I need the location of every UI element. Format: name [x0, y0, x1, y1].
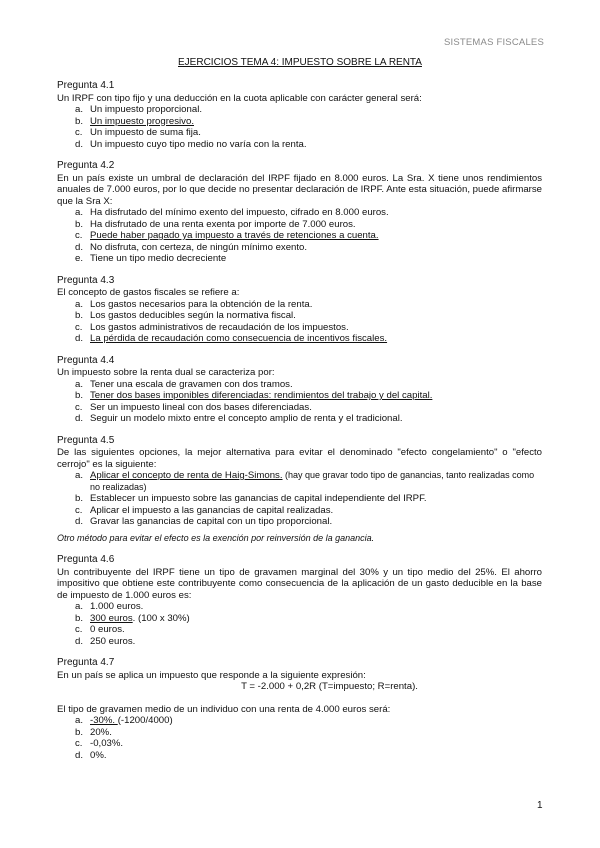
option-content — [90, 322, 542, 334]
option-letter: c. — [75, 321, 83, 333]
question-block — [57, 435, 542, 545]
options-list — [57, 715, 542, 761]
option-content — [90, 104, 542, 116]
question-text: En un país existe un umbral de declaración del IRPF fijado en 8.000 euros. La Sra. X tiene unos rendimientos anuales de 7.000 euros, por lo que decide no presentar declaración de IRPF. Ante esta situación, puede afirmarse que la Sra X: — [57, 172, 542, 207]
option-letter: b. — [75, 310, 84, 321]
option-item — [57, 750, 542, 762]
option-text: Seguir un modelo mixto entre el concepto amplio de renta y el tradicional. — [90, 413, 403, 424]
option-explanation: . (100 x 30%) — [132, 612, 190, 624]
correct-answer-text: Tener dos bases imponibles diferenciadas: rendimientos del trabajo y del capital. — [90, 390, 433, 401]
question-title: Pregunta 4.3 — [57, 274, 115, 286]
question-title: Pregunta 4.6 — [57, 554, 115, 565]
option-letter: c. — [75, 127, 83, 138]
question-text: De las siguientes opciones, la mejor alternativa para evitar el denominado "efecto congelamiento" o "efecto cerrojo" es la siguiente: — [57, 447, 542, 470]
page-number: 1 — [537, 800, 543, 811]
option-content — [90, 242, 542, 254]
option-letter: a. — [75, 378, 84, 390]
option-letter: e. — [75, 253, 84, 264]
option-item — [57, 727, 542, 739]
option-item — [57, 505, 542, 517]
option-content — [90, 390, 542, 402]
option-text: Ha disfrutado del mínimo exento del impuesto, cifrado en 8.000 euros. — [90, 207, 389, 218]
option-letter: b. — [75, 493, 84, 504]
question-block — [57, 80, 542, 150]
option-content — [90, 230, 542, 242]
option-text: Tener una escala de gravamen con dos tramos. — [90, 378, 293, 390]
option-letter: b. — [75, 726, 84, 738]
option-item — [57, 402, 542, 414]
option-text: Aplicar el impuesto a las ganancias de capital realizadas. — [90, 504, 334, 516]
option-letter: a. — [75, 207, 84, 218]
option-item — [57, 379, 542, 391]
correct-answer-text: Un impuesto progresivo. — [90, 115, 194, 127]
options-list — [57, 470, 542, 528]
option-content — [90, 493, 542, 505]
correct-answer-text: 300 euros — [90, 612, 133, 624]
option-text: Ha disfrutado de una renta exenta por importe de 7.000 euros. — [90, 218, 356, 230]
option-content — [90, 219, 542, 231]
running-header: SISTEMAS FISCALES — [443, 37, 544, 48]
option-item — [57, 253, 542, 265]
question-block — [57, 160, 542, 265]
question-block — [57, 554, 542, 647]
correct-answer-text: Puede haber pagado ya impuesto a través de retenciones a cuenta. — [90, 230, 379, 241]
option-letter: a. — [75, 715, 84, 726]
option-text: 1.000 euros. — [90, 601, 144, 612]
option-content — [90, 613, 542, 625]
option-item-correct — [57, 715, 542, 727]
option-explanation: (-1200/4000) — [117, 715, 173, 726]
option-content — [90, 207, 542, 219]
option-content — [90, 470, 542, 493]
option-item-correct — [57, 470, 542, 493]
option-item — [57, 322, 542, 334]
option-item — [57, 219, 542, 231]
option-text: Los gastos necesarios para la obtención de la renta. — [90, 298, 313, 310]
option-letter: a. — [75, 104, 84, 115]
option-item — [57, 127, 542, 139]
correct-answer-text: Aplicar el concepto de renta de Haig-Simons. — [90, 470, 283, 481]
document-title: EJERCICIOS TEMA 4: IMPUESTO SOBRE LA RENTA — [178, 57, 422, 68]
option-text: Un impuesto de suma fija. — [90, 127, 201, 138]
option-explanation: (hay que gravar todo tipo de ganancias, tanto realizadas como no realizadas) — [90, 470, 535, 492]
option-item — [57, 139, 542, 151]
question-block — [57, 275, 542, 345]
option-item-correct — [57, 230, 542, 242]
option-letter: b. — [75, 612, 84, 624]
options-list — [57, 379, 542, 425]
option-content — [90, 253, 542, 265]
question-text: Un IRPF con tipo fijo y una deducción en la cuota aplicable con carácter general será: — [57, 92, 422, 104]
option-item — [57, 493, 542, 505]
option-letter: a. — [75, 298, 84, 310]
option-letter: c. — [75, 401, 83, 413]
question-title: Pregunta 4.5 — [57, 434, 115, 446]
question-note: Otro método para evitar el efecto es la exención por reinversión de la ganancia. — [57, 532, 375, 543]
question-block — [57, 657, 542, 761]
option-text: Gravar las ganancias de capital con un tipo proporcional. — [90, 516, 333, 527]
option-item — [57, 242, 542, 254]
option-content — [90, 505, 542, 517]
question-text: En un país se aplica un impuesto que responde a la siguiente expresión: — [57, 669, 366, 681]
option-item — [57, 636, 542, 648]
option-item — [57, 104, 542, 116]
option-content — [90, 624, 542, 636]
option-content — [90, 127, 542, 139]
option-letter: d. — [75, 635, 84, 647]
options-list — [57, 299, 542, 345]
option-text: Un impuesto cuyo tipo medio no varía con la renta. — [90, 138, 307, 150]
option-content — [90, 299, 542, 311]
option-content — [90, 750, 542, 762]
option-item-correct — [57, 333, 542, 345]
option-letter: b. — [75, 115, 84, 127]
option-content — [90, 310, 542, 322]
question-block — [57, 355, 542, 425]
option-text: No disfruta, con certeza, de ningún mínimo exento. — [90, 241, 308, 253]
option-item — [57, 413, 542, 425]
option-text: 0%. — [90, 749, 107, 761]
option-content — [90, 636, 542, 648]
option-item-correct — [57, 613, 542, 625]
option-content — [90, 715, 542, 727]
question-title: Pregunta 4.7 — [57, 657, 115, 668]
option-text: 250 euros. — [90, 635, 136, 647]
option-content — [90, 727, 542, 739]
option-text: -0,03%. — [90, 738, 124, 749]
option-letter: d. — [75, 241, 84, 253]
question-title: Pregunta 4.4 — [57, 354, 115, 366]
option-letter: d. — [75, 333, 84, 344]
option-item — [57, 738, 542, 750]
question-title: Pregunta 4.1 — [57, 80, 115, 91]
options-list — [57, 601, 542, 647]
option-letter: b. — [75, 390, 84, 401]
option-text: Establecer un impuesto sobre las ganancias de capital independiente del IRPF. — [90, 493, 427, 504]
options-list — [57, 207, 542, 265]
option-letter: c. — [75, 624, 83, 635]
option-item-correct — [57, 390, 542, 402]
option-item — [57, 601, 542, 613]
option-text: 0 euros. — [90, 624, 125, 635]
option-text: Los gastos deducibles según la normativa fiscal. — [90, 310, 296, 321]
option-content — [90, 139, 542, 151]
question-text: El concepto de gastos fiscales se refiere a: — [57, 287, 240, 298]
option-content — [90, 516, 542, 528]
option-content — [90, 333, 542, 345]
option-content — [90, 601, 542, 613]
option-text: Un impuesto proporcional. — [90, 104, 202, 115]
question-text: Un contribuyente del IRPF tiene un tipo de gravamen marginal del 30% y un tipo medio del 25%. El ahorro impositivo que obtiene este contribuyente como consecuencia de la aplicación de un gasto deducible en la base de impuesto de 1.000 euros es: — [57, 566, 542, 601]
option-item — [57, 516, 542, 528]
option-content — [90, 738, 542, 750]
option-letter: d. — [75, 138, 84, 150]
spacer — [57, 693, 542, 704]
correct-answer-text: La pérdida de recaudación como consecuencia de incentivos fiscales. — [90, 333, 388, 344]
option-content — [90, 116, 542, 128]
option-letter: a. — [75, 470, 84, 481]
option-item — [57, 624, 542, 636]
option-letter: d. — [75, 749, 84, 761]
option-content — [90, 379, 542, 391]
question-title: Pregunta 4.2 — [57, 160, 115, 171]
question-subtext: El tipo de gravamen medio de un individuo con una renta de 4.000 euros será: — [57, 703, 391, 715]
options-list — [57, 104, 542, 150]
option-letter: b. — [75, 218, 84, 230]
option-letter: d. — [75, 516, 84, 527]
option-item-correct — [57, 116, 542, 128]
option-text: Los gastos administrativos de recaudación de los impuestos. — [90, 321, 349, 333]
option-item — [57, 299, 542, 311]
option-item — [57, 310, 542, 322]
option-content — [90, 402, 542, 414]
option-letter: c. — [75, 230, 83, 241]
option-content — [90, 413, 542, 425]
option-letter: d. — [75, 413, 84, 424]
option-letter: a. — [75, 601, 84, 612]
option-text: Tiene un tipo medio decreciente — [90, 253, 227, 264]
option-text: Ser un impuesto lineal con dos bases diferenciadas. — [90, 401, 312, 413]
option-item — [57, 207, 542, 219]
option-letter: c. — [75, 504, 83, 516]
question-formula: T = -2.000 + 0,2R (T=impuesto; R=renta). — [241, 681, 418, 692]
question-text: Un impuesto sobre la renta dual se caracteriza por: — [57, 367, 275, 378]
correct-answer-text: -30%. — [90, 715, 118, 726]
questions-container — [57, 80, 542, 771]
option-letter: c. — [75, 738, 83, 749]
option-text: 20%. — [90, 726, 112, 738]
